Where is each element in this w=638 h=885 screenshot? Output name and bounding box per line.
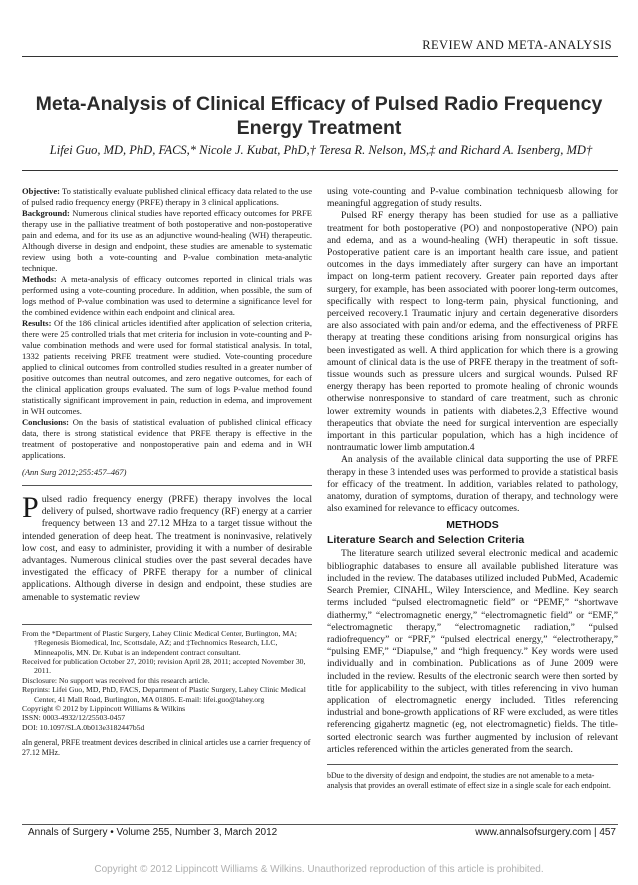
drop-cap: P [22, 491, 39, 524]
conclusions-text: On the basis of statistical evaluation of published clinical efficacy data, there is strong statistical evidence that PRFE therapy is effective in the treatment of postoperative and nonpostoperative pain and edema and in WH applications. [22, 417, 313, 460]
methods-text: A meta-analysis of efficacy outcomes reported in clinical trials was performed using a vote-counting procedure. In addition, when possible, the sum of logs method of P-value combination was used to determine a significance level for the combined evidence within each endpoint and clinical area. [22, 274, 312, 317]
methods-label: Methods: [22, 274, 57, 284]
conclusions-label: Conclusions: [22, 417, 70, 427]
affil-issn: ISSN: 0003-4932/12/25503-0457 [22, 713, 126, 723]
footnote-rule-right [327, 764, 618, 765]
objective-label: Objective: [22, 186, 60, 196]
left-column [22, 186, 312, 758]
affiliations [22, 629, 312, 732]
footer-rule [22, 824, 618, 825]
abstract-background [22, 208, 312, 274]
paragraph-2: Pulsed RF energy therapy has been studied for use as a palliative treatment for both postoperative (PO) and nonpostoperative (NPO) pain and edema, and as a wound-healing (WH) therapeutic in soft tissue. Postoperative patient care is an important health care issue, and patient outcomes in the days immediately after surgery can have an important impact on long-term patient recovery. Greater pain reported days after surgery, for example, has been associated with poorer long-term outcomes, specifically with respect to long-term pain, physical functioning, and perceived recovery.1 Traumatic injury and certain degenerative disorders are also associated with pain and/or edema, and the effectiveness of PRFE therapy at treating these conditions arising from nonsurgical origins has been investigated as well. A third application for which there is a growing amount of clinical data is the use of PRFE therapy in the treatment of soft-tissue wounds such as pressure ulcers and surgical wounds. Pulsed RF energy therapy has been reported to promote healing of chronic wounds otherwise nonresponsive to standard of care treatment, such as chronic lower extremity wounds in patients with diabetes.2,3 Effective wound therapeutics that obviate the need for surgical intervention are especially important in this particular population, which has a high incidence of nontraumatic lower limb amputation.4 [327, 210, 618, 454]
background-text: Numerous clinical studies have reported efficacy outcomes for PRFE therapy use in the palliative treatment of both postoperative and non-postoperative pain and edema, and for its use as an adjunctive wound-healing (WH) therapeutic. Although diverse in design and endpoint, these studies are amenable to systematic review using both a vote-counting and P-value combination meta-analytic technique. [22, 208, 313, 273]
affil-doi: DOI: 10.1097/SLA.0b013e3182447b5d [22, 722, 145, 732]
abstract-citation: (Ann Surg 2012;255:457–467) [22, 467, 127, 477]
results-text: Of the 186 clinical articles identified after application of selection criteria, there were 25 controlled trials that met criteria for inclusion in vote-counting and P-value combination methods and were used for formal statistical analysis. In total, 1332 patients receiving PRFE treatment were studied. Vote-counting procedure applied to clinical outcomes from controlled studies resulted in a greater number of positive outcomes than neutral outcomes, and zero negative outcomes, for each of the clinical application groups evaluated. The sum of logs P-value method found statistically significant improvement in pain, reduction in edema, and improvement in WH outcomes. [22, 318, 313, 416]
affil-disclosure: Disclosure: No support was received for this research article. [22, 675, 210, 685]
abstract-results [22, 318, 312, 417]
background-label: Background: [22, 208, 70, 218]
affil-copyright: Copyright © 2012 by Lippincott Williams & Wilkins [22, 704, 186, 714]
page-info: www.annalsofsurgery.com | 457 [475, 827, 616, 838]
abstract-conclusions [22, 417, 312, 461]
footnote-rule [22, 624, 312, 625]
paragraph-1: using vote-counting and P-value combination techniquesb allowing for meaningful aggregation of study results. [327, 186, 618, 210]
abstract-methods [22, 274, 312, 318]
right-body [327, 186, 618, 515]
footnote-a: aIn general, PRFE treatment devices described in clinical articles use a carrier frequency of 27.12 MHz. [22, 738, 311, 758]
journal-info: Annals of Surgery • Volume 255, Number 3, March 2012 [28, 827, 278, 838]
running-head: REVIEW AND META-ANALYSIS [422, 38, 612, 52]
affil-reprints: Reprints: Lifei Guo, MD, PhD, FACS, Department of Plastic Surgery, Lahey Clinic Medical Center, 41 Mall Road, Burlington, MA 01805. E-mail: lifei.guo@lahey.org [22, 685, 306, 704]
subsection-heading: Literature Search and Selection Criteria [327, 534, 525, 547]
header-rule [22, 56, 618, 57]
methods-heading: METHODS [446, 519, 499, 532]
abstract [22, 186, 312, 478]
intro-paragraph [22, 491, 312, 604]
affil-from: From the *Department of Plastic Surgery, Lahey Clinic Medical Center, Burlington, MA; †Regenesis Biomedical, Inc, Scottsdale, AZ; and ‡Technomics Research, LLC, Minneapolis, MN. Dr. Kubat is an independent contract consultant. [22, 628, 297, 657]
methods-body [327, 548, 618, 755]
copyright-notice: Copyright © 2012 Lippincott Williams & Wilkins. Unauthorized reproduction of this article is prohibited. [94, 864, 544, 875]
paragraph-3: An analysis of the available clinical data supporting the use of PRFE therapy in these 3 intended uses was performed to provide a statistical basis for efficacy of the treatment. In addition, variables related to pathology, anatomy, duration of symptoms, duration of therapy, and technology were also examined for relevance to efficacy outcomes. [327, 454, 618, 515]
objective-text: To statistically evaluate published clinical efficacy data related to the use of pulsed radio frequency energy (PRFE) therapy in 3 clinical applications. [22, 186, 312, 207]
abstract-objective [22, 186, 312, 208]
author-list: Lifei Guo, MD, PhD, FACS,* Nicole J. Kubat, PhD,† Teresa R. Nelson, MS,‡ and Richard A. Isenberg, MD† [49, 143, 593, 157]
affil-received: Received for publication October 27, 2010; revision April 28, 2011; accepted November 30, 2011. [22, 657, 306, 676]
right-column [327, 186, 618, 791]
paragraph-4: The literature search utilized several electronic medical and academic bibliographic databases to ensure all available published literature was included in the review. The databases utilized included PubMed, Academic Search Premier, CINAHL, Wiley Interscience, and Medline. Key search terms included “pulsed electromagnetic field” or “PEMF,” “shortwave diathermy,” “electromagnetic energy,” “electromagnetic field” or “EMF,” “electromagnetic therapy,” “electromagnetic radiation,” “pulsed radiofrequency” or “PRF,” “pulsed electrical energy,” “electrotherapy,” “pulsing EMF,” “Diapulse,” and “high frequency.” Key words were used individually and in combination. Publications as of June 2009 were included in the review. Results of the electronic search were then sorted by title for applicability to the subject, with titles referencing in vivo human application of electromagnetic energy included. Titles referencing industrial and bone-growth applications of RF were excluded, as were titles referencing gigahertz magnetic (eg, not electromagnetic) fields. The title-sorted electronic search was further augmented by inclusion of relevant articles referenced within the articles generated from the search. [327, 548, 618, 755]
footnote-b: bDue to the diversity of design and endpoint, the studies are not amenable to a meta-analysis that provides an overall estimate of effect size in a single scale for each endpoint. [327, 770, 611, 790]
intro-text: ulsed radio frequency energy (PRFE) therapy involves the local delivery of pulsed, shortwave radio frequency (RF) energy at a carrier frequency between 13 and 27.12 MHza to a target tissue without the intended generation of deep heat. The treatment is noninvasive, relatively low cost, and easy to administer, providing it with a number of desirable advantages. Numerous clinical studies over the past several decades have investigated the efficacy of PRFE therapy for a number of clinical applications. Although diverse in design and endpoint, these studies are amenable to systematic review [22, 494, 312, 603]
abstract-rule [22, 485, 312, 486]
article-title: Meta-Analysis of Clinical Efficacy of Pulsed Radio Frequency Energy Treatment [35, 93, 603, 139]
title-rule [22, 170, 618, 171]
results-label: Results: [22, 318, 52, 328]
